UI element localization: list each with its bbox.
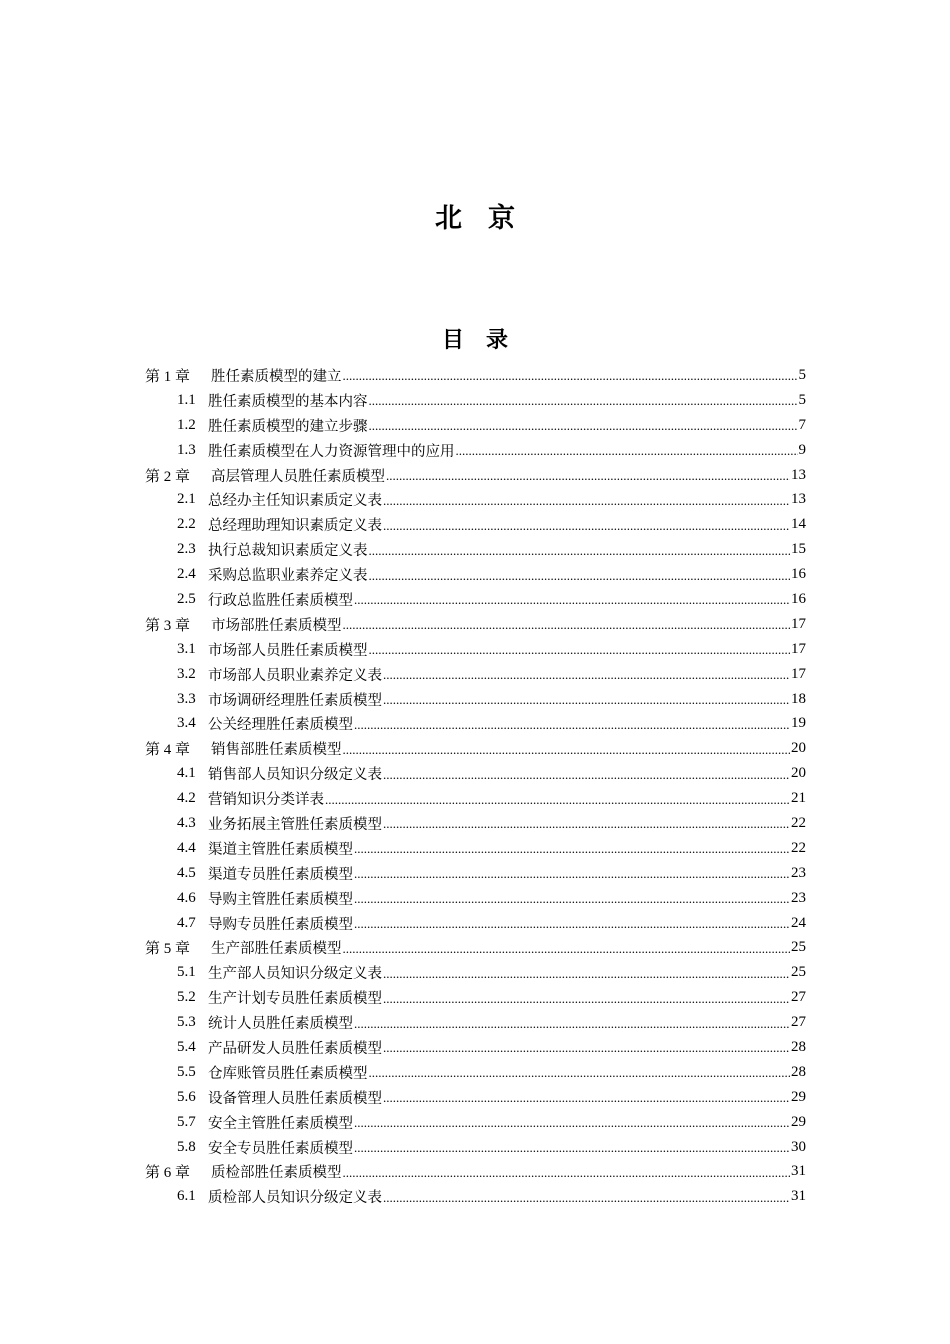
- toc-entry-number: 第 4 章: [145, 742, 191, 759]
- toc-entry-number: 4.3: [177, 814, 196, 831]
- toc-dot-leader: [383, 966, 790, 982]
- toc-entry-title: 采购总监职业素养定义表: [208, 568, 368, 585]
- toc-entry-number: 5.3: [177, 1014, 196, 1031]
- toc-entry-title: 胜任素质模型的建立步骤: [208, 418, 368, 435]
- toc-entry-number: 1.1: [177, 391, 196, 408]
- toc-dot-leader: [343, 617, 791, 633]
- toc-entry-number: 2.4: [177, 566, 196, 583]
- toc-entry-page-number: 25: [791, 939, 806, 956]
- toc-section-entry[interactable]: [145, 1035, 806, 1060]
- toc-entry-number: 6.1: [177, 1188, 196, 1205]
- toc-entry-number: 2.3: [177, 541, 196, 558]
- toc-entry-page-number: 20: [791, 765, 806, 782]
- toc-entry-title: 安全主管胜任素质模型: [208, 1115, 353, 1132]
- toc-entry-number: 2.1: [177, 491, 196, 508]
- toc-entry-title: 总经理助理知识素质定义表: [208, 518, 382, 535]
- toc-section-entry[interactable]: [145, 438, 806, 463]
- toc-entry-number: 5.4: [177, 1038, 196, 1055]
- toc-dot-leader: [325, 792, 790, 808]
- toc-entry-title: 总经办主任知识素质定义表: [208, 493, 382, 510]
- toc-entry-page-number: 21: [791, 790, 806, 807]
- toc-entry-page-number: 13: [791, 466, 806, 483]
- toc-dot-leader: [383, 991, 790, 1007]
- toc-section-entry[interactable]: [145, 1135, 806, 1160]
- toc-section-entry[interactable]: [145, 562, 806, 587]
- toc-entry-page-number: 17: [791, 615, 806, 632]
- toc-dot-leader: [354, 1016, 790, 1032]
- toc-section-entry[interactable]: [145, 662, 806, 687]
- toc-entry-number: 第 1 章: [145, 368, 191, 385]
- toc-section-entry[interactable]: [145, 1085, 806, 1110]
- page-city-heading: 北京: [435, 203, 541, 234]
- toc-section-entry[interactable]: [145, 861, 806, 886]
- toc-entry-number: 4.7: [177, 914, 196, 931]
- toc-section-entry[interactable]: [145, 1184, 806, 1209]
- toc-dot-leader: [383, 667, 790, 683]
- toc-section-entry[interactable]: [145, 985, 806, 1010]
- toc-dot-leader: [369, 642, 791, 658]
- toc-dot-leader: [383, 1040, 790, 1056]
- toc-entry-title: 生产部人员知识分级定义表: [208, 966, 382, 983]
- toc-dot-leader: [383, 493, 790, 509]
- toc-entry-title: 质检部胜任素质模型: [211, 1165, 342, 1182]
- toc-section-entry[interactable]: [145, 711, 806, 736]
- toc-dot-leader: [354, 866, 790, 882]
- toc-title: 目录: [441, 328, 530, 353]
- toc-entry-page-number: 13: [791, 491, 806, 508]
- toc-section-entry[interactable]: [145, 761, 806, 786]
- toc-entry-page-number: 17: [791, 665, 806, 682]
- toc-entry-title: 行政总监胜任素质模型: [208, 592, 353, 609]
- toc-entry-title: 市场部人员胜任素质模型: [208, 642, 368, 659]
- toc-entry-number: 4.4: [177, 839, 196, 856]
- toc-dot-leader: [383, 518, 790, 534]
- toc-entry-page-number: 9: [798, 441, 806, 458]
- toc-entry-title: 胜任素质模型的建立: [211, 368, 342, 385]
- toc-entry-title: 高层管理人员胜任素质模型: [211, 468, 385, 485]
- toc-dot-leader: [369, 418, 798, 434]
- toc-entry-page-number: 14: [791, 516, 806, 533]
- toc-dot-leader: [383, 767, 790, 783]
- toc-entry-page-number: 29: [791, 1088, 806, 1105]
- toc-entry-page-number: 24: [791, 914, 806, 931]
- toc-entry-page-number: 25: [791, 964, 806, 981]
- toc-entry-title: 胜任素质模型的基本内容: [208, 393, 368, 410]
- toc-dot-leader: [343, 742, 791, 758]
- toc-dot-leader: [369, 1065, 791, 1081]
- toc-entry-number: 5.2: [177, 989, 196, 1006]
- toc-entry-number: 2.5: [177, 590, 196, 607]
- toc-dot-leader: [354, 891, 790, 907]
- toc-entry-page-number: 31: [791, 1163, 806, 1180]
- toc-entry-number: 5.8: [177, 1138, 196, 1155]
- toc-entry-page-number: 5: [798, 366, 806, 383]
- toc-section-entry[interactable]: [145, 587, 806, 612]
- toc-entry-page-number: 23: [791, 889, 806, 906]
- toc-entry-number: 1.3: [177, 441, 196, 458]
- toc-chapter-entry[interactable]: [145, 935, 806, 960]
- toc-entry-title: 胜任素质模型在人力资源管理中的应用: [208, 443, 455, 460]
- toc-entry-page-number: 5: [798, 391, 806, 408]
- toc-dot-leader: [354, 1140, 790, 1156]
- toc-entry-page-number: 28: [791, 1063, 806, 1080]
- toc-entry-title: 市场部人员职业素养定义表: [208, 667, 382, 684]
- toc-entry-title: 仓库账管员胜任素质模型: [208, 1065, 368, 1082]
- toc-entry-number: 第 6 章: [145, 1165, 191, 1182]
- toc-entry-number: 第 2 章: [145, 468, 191, 485]
- toc-entry-title: 导购专员胜任素质模型: [208, 916, 353, 933]
- toc-section-entry[interactable]: [145, 487, 806, 512]
- toc-entry-title: 销售部胜任素质模型: [211, 742, 342, 759]
- toc-chapter-entry[interactable]: [145, 1160, 806, 1185]
- toc-entry-page-number: 28: [791, 1038, 806, 1055]
- toc-dot-leader: [386, 468, 790, 484]
- toc-section-entry[interactable]: [145, 687, 806, 712]
- toc-entry-number: 4.1: [177, 765, 196, 782]
- toc-entry-title: 业务拓展主管胜任素质模型: [208, 816, 382, 833]
- toc-entry-page-number: 27: [791, 1014, 806, 1031]
- toc-dot-leader: [383, 1090, 790, 1106]
- toc-entry-page-number: 7: [798, 416, 806, 433]
- toc-section-entry[interactable]: [145, 537, 806, 562]
- toc-entry-page-number: 17: [791, 640, 806, 657]
- toc-section-entry[interactable]: [145, 786, 806, 811]
- toc-dot-leader: [383, 1190, 790, 1206]
- toc-dot-leader: [354, 592, 790, 608]
- toc-entry-page-number: 16: [791, 590, 806, 607]
- toc-entry-title: 渠道主管胜任素质模型: [208, 841, 353, 858]
- toc-dot-leader: [383, 692, 790, 708]
- toc-section-entry[interactable]: [145, 637, 806, 662]
- toc-entry-title: 渠道专员胜任素质模型: [208, 866, 353, 883]
- toc-entry-number: 5.7: [177, 1113, 196, 1130]
- toc-dot-leader: [369, 393, 798, 409]
- toc-section-entry[interactable]: [145, 1060, 806, 1085]
- toc-entry-number: 4.2: [177, 790, 196, 807]
- toc-entry-number: 3.4: [177, 715, 196, 732]
- toc-section-entry[interactable]: [145, 512, 806, 537]
- toc-entry-page-number: 31: [791, 1188, 806, 1205]
- toc-entry-page-number: 20: [791, 740, 806, 757]
- table-of-contents: [145, 363, 806, 1209]
- toc-entry-number: 4.5: [177, 864, 196, 881]
- toc-dot-leader: [456, 443, 798, 459]
- toc-dot-leader: [354, 717, 790, 733]
- toc-entry-number: 3.3: [177, 690, 196, 707]
- toc-entry-page-number: 22: [791, 839, 806, 856]
- toc-dot-leader: [369, 543, 791, 559]
- toc-dot-leader: [354, 1115, 790, 1131]
- toc-entry-number: 4.6: [177, 889, 196, 906]
- toc-entry-number: 1.2: [177, 416, 196, 433]
- toc-entry-title: 生产部胜任素质模型: [211, 941, 342, 958]
- toc-entry-page-number: 15: [791, 541, 806, 558]
- toc-entry-number: 5.5: [177, 1063, 196, 1080]
- toc-section-entry[interactable]: [145, 388, 806, 413]
- toc-section-entry[interactable]: [145, 911, 806, 936]
- toc-chapter-entry[interactable]: [145, 612, 806, 637]
- toc-entry-page-number: 27: [791, 989, 806, 1006]
- toc-section-entry[interactable]: [145, 413, 806, 438]
- toc-dot-leader: [354, 841, 790, 857]
- toc-dot-leader: [354, 916, 790, 932]
- toc-entry-title: 公关经理胜任素质模型: [208, 717, 353, 734]
- toc-chapter-entry[interactable]: [145, 463, 806, 488]
- toc-entry-title: 营销知识分类详表: [208, 792, 324, 809]
- toc-entry-title: 市场部胜任素质模型: [211, 617, 342, 634]
- toc-entry-number: 2.2: [177, 516, 196, 533]
- toc-section-entry[interactable]: [145, 1010, 806, 1035]
- toc-section-entry[interactable]: [145, 811, 806, 836]
- toc-dot-leader: [343, 368, 798, 384]
- toc-entry-title: 执行总裁知识素质定义表: [208, 543, 368, 560]
- toc-entry-page-number: 18: [791, 690, 806, 707]
- toc-entry-page-number: 29: [791, 1113, 806, 1130]
- toc-entry-number: 5.6: [177, 1088, 196, 1105]
- toc-entry-title: 销售部人员知识分级定义表: [208, 767, 382, 784]
- toc-entry-title: 生产计划专员胜任素质模型: [208, 991, 382, 1008]
- toc-dot-leader: [369, 568, 791, 584]
- toc-dot-leader: [343, 1165, 791, 1181]
- toc-entry-title: 质检部人员知识分级定义表: [208, 1190, 382, 1207]
- toc-section-entry[interactable]: [145, 836, 806, 861]
- toc-entry-page-number: 23: [791, 864, 806, 881]
- toc-entry-title: 统计人员胜任素质模型: [208, 1016, 353, 1033]
- toc-entry-title: 安全专员胜任素质模型: [208, 1140, 353, 1157]
- toc-entry-page-number: 30: [791, 1138, 806, 1155]
- toc-entry-title: 导购主管胜任素质模型: [208, 891, 353, 908]
- toc-entry-page-number: 16: [791, 566, 806, 583]
- toc-entry-page-number: 19: [791, 715, 806, 732]
- toc-chapter-entry[interactable]: [145, 363, 806, 388]
- toc-entry-number: 3.1: [177, 640, 196, 657]
- toc-entry-title: 设备管理人员胜任素质模型: [208, 1090, 382, 1107]
- toc-entry-number: 第 5 章: [145, 941, 191, 958]
- toc-section-entry[interactable]: [145, 886, 806, 911]
- toc-entry-page-number: 22: [791, 814, 806, 831]
- toc-dot-leader: [343, 941, 791, 957]
- toc-entry-title: 产品研发人员胜任素质模型: [208, 1040, 382, 1057]
- toc-dot-leader: [383, 816, 790, 832]
- toc-entry-number: 5.1: [177, 964, 196, 981]
- toc-chapter-entry[interactable]: [145, 736, 806, 761]
- toc-section-entry[interactable]: [145, 1110, 806, 1135]
- toc-entry-number: 3.2: [177, 665, 196, 682]
- toc-section-entry[interactable]: [145, 960, 806, 985]
- toc-entry-title: 市场调研经理胜任素质模型: [208, 692, 382, 709]
- toc-entry-number: 第 3 章: [145, 617, 191, 634]
